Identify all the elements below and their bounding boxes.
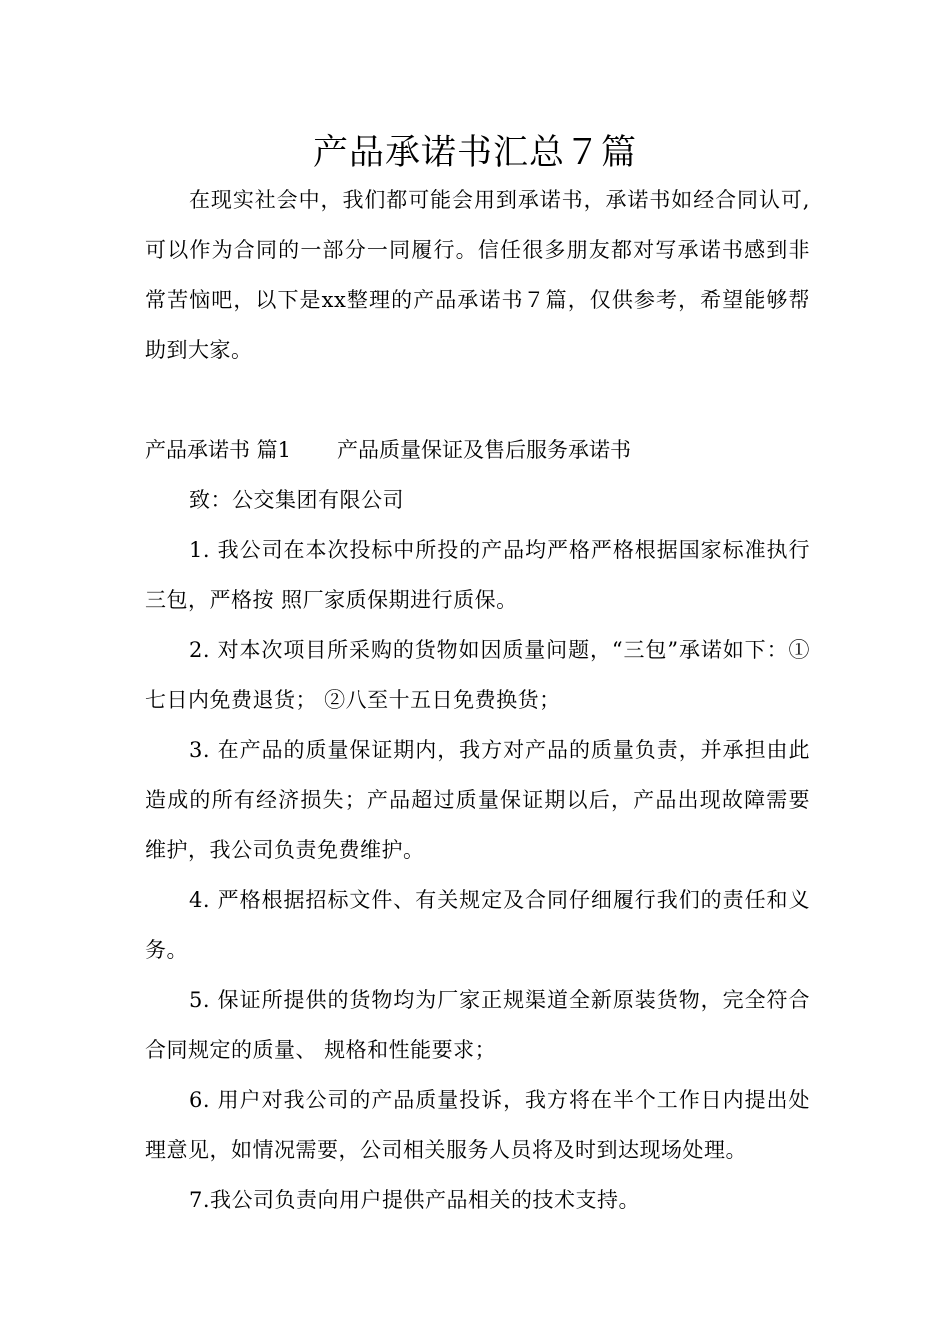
intro-paragraph: 在现实社会中，我们都可能会用到承诺书，承诺书如经合同认可,可以作为合同的一部分一同履行。信任很多朋友都对写承诺书感到非常苦恼吧，以下是xx整理的产品承诺书７篇，仅供参考，希望能够帮助到大家。 [145, 188, 810, 362]
list-item: 7.我公司负责向用户提供产品相关的技术支持。 [189, 1188, 641, 1212]
list-item: 3. 在产品的质量保证期内，我方对产品的质量负责，并承担由此造成的所有经济损失；产品超过质量保证期以后，产品出现故障需要维护，我公司负责免费维护。 [145, 738, 810, 862]
section-subtitle: 产品质量保证及售后服务承诺书 [337, 438, 632, 462]
list-item: 4. 严格根据招标文件、有关规定及合同仔细履行我们的责任和义务。 [145, 888, 810, 962]
addressee-line: 致：公交集团有限公司 [189, 488, 404, 512]
document-title: 产品承诺书汇总７篇 [312, 133, 637, 173]
list-item: 2. 对本次项目所采购的货物如因质量问题，“三包”承诺如下：①七日内免费退货； ②八至十五日免费换货； [145, 638, 810, 712]
list-item: 5. 保证所提供的货物均为厂家正规渠道全新原装货物，完全符合合同规定的质量、 规格和性能要求； [145, 988, 810, 1062]
list-item: 6. 用户对我公司的产品质量投诉，我方将在半个工作日内提出处理意见，如情况需要，公司相关服务人员将及时到达现场处理。 [145, 1088, 810, 1162]
section-label: 产品承诺书 篇1 [145, 438, 292, 462]
section-heading [145, 425, 810, 475]
list-item: 1. 我公司在本次投标中所投的产品均严格严格根据国家标准执行三包，严格按 照厂家质保期进行质保。 [145, 538, 810, 612]
commitment-list [145, 525, 810, 1225]
